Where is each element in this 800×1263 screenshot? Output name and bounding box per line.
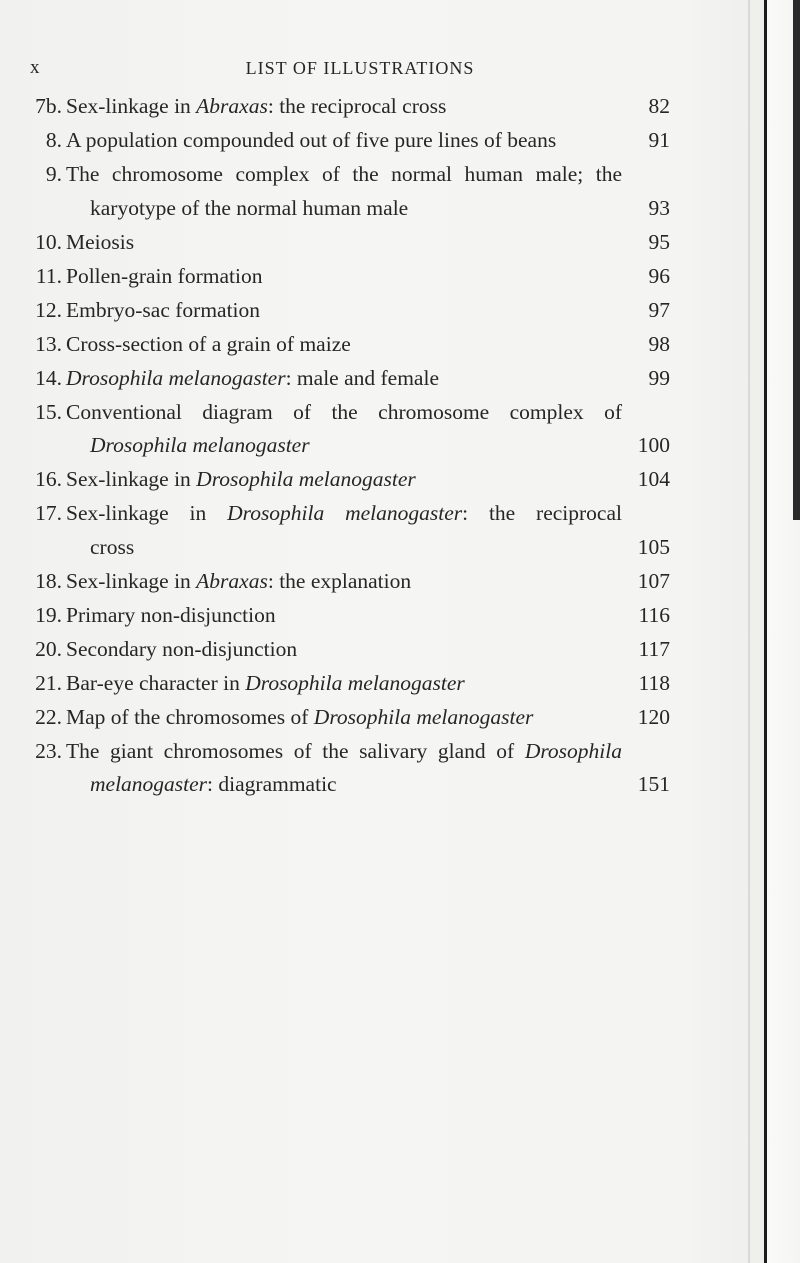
caption-line <box>66 328 622 362</box>
caption-line <box>66 497 622 531</box>
caption-fragment: Primary non-disjunction <box>66 602 276 627</box>
illustration-list <box>20 90 670 802</box>
list-item <box>20 667 670 701</box>
entry-caption <box>66 667 622 701</box>
caption-fragment: A population compounded out of five pure lines of beans <box>66 128 557 152</box>
entry-number: 11. <box>35 263 62 288</box>
list-item <box>20 328 670 362</box>
entry-page-number: 96 <box>648 263 670 288</box>
binding-shadow <box>793 0 800 520</box>
italic-term: Drosophila melanogaster <box>196 467 416 491</box>
entry-page-number: 82 <box>648 94 670 118</box>
italic-term: Drosophila melanogaster <box>90 433 310 457</box>
caption-line <box>66 599 622 633</box>
list-item <box>20 565 670 599</box>
italic-term: Drosophila melanogaster <box>313 704 534 729</box>
entry-caption <box>66 90 622 124</box>
entry-number: 20. <box>35 636 62 661</box>
caption-fragment: Pollen-grain formation <box>66 263 263 288</box>
entry-caption <box>66 735 622 802</box>
entry-page-number: 116 <box>638 602 670 627</box>
entry-page-number: 151 <box>637 772 670 796</box>
entry-number: 12. <box>35 297 62 322</box>
caption-fragment: : the explanation <box>267 568 412 593</box>
caption-fragment: Embryo-sac formation <box>66 297 261 322</box>
entry-number: 8. <box>45 128 62 152</box>
caption-fragment: Meiosis <box>66 229 135 254</box>
entry-page-number: 98 <box>648 331 670 356</box>
caption-line <box>66 633 622 667</box>
list-item <box>20 226 670 260</box>
caption-fragment: : the reciprocal <box>462 501 622 525</box>
italic-term: Drosophila <box>524 738 622 763</box>
caption-fragment: Map of the chromosomes of <box>66 704 314 729</box>
caption-line <box>66 294 622 328</box>
caption-fragment: Sex-linkage in <box>66 94 197 118</box>
italic-term: Drosophila melanogaster <box>227 501 463 525</box>
list-item <box>20 158 670 225</box>
entry-caption <box>66 260 622 294</box>
entry-number: 23. <box>35 738 62 763</box>
list-item <box>20 396 670 463</box>
entry-caption <box>66 701 622 735</box>
caption-line <box>66 396 622 430</box>
entry-caption <box>66 599 622 633</box>
entry-number: 10. <box>35 229 62 254</box>
caption-line <box>66 701 622 735</box>
running-head: LIST OF ILLUSTRATIONS <box>245 58 475 78</box>
caption-line <box>66 260 622 294</box>
entry-caption <box>66 124 622 158</box>
entry-caption <box>66 463 622 497</box>
caption-fragment: Bar-eye character in <box>66 670 246 695</box>
entry-page-number: 93 <box>648 195 670 220</box>
entry-number: 7b. <box>35 94 62 118</box>
caption-line <box>66 735 622 769</box>
entry-page-number: 97 <box>648 297 670 322</box>
list-item <box>20 497 670 564</box>
entry-page-number: 118 <box>638 670 670 695</box>
entry-number: 21. <box>35 670 62 695</box>
entry-page-number: 91 <box>648 128 670 152</box>
list-item <box>20 463 670 497</box>
entry-caption <box>66 633 622 667</box>
list-item <box>20 90 670 124</box>
italic-term: Drosophila melanogaster <box>245 670 465 695</box>
entry-caption <box>66 396 622 463</box>
list-item <box>20 599 670 633</box>
entry-page-number: 105 <box>637 534 670 559</box>
caption-line <box>66 226 622 260</box>
caption-fragment: The chromosome complex of the normal human male; the <box>66 162 622 186</box>
gutter-shadow <box>748 0 750 1263</box>
entry-number: 17. <box>35 501 62 525</box>
entry-number: 16. <box>35 467 62 491</box>
italic-term: Abraxas <box>196 94 268 118</box>
list-item <box>20 260 670 294</box>
page-header <box>30 57 670 83</box>
caption-continuation <box>66 192 622 226</box>
entry-page-number: 120 <box>637 704 670 729</box>
caption-fragment: cross <box>90 534 135 559</box>
caption-line <box>66 667 622 701</box>
caption-line <box>66 565 622 599</box>
italic-term: Abraxas <box>196 568 268 593</box>
caption-fragment: : the reciprocal cross <box>267 94 447 118</box>
entry-page-number: 95 <box>648 229 670 254</box>
caption-fragment: Sex-linkage in <box>66 568 197 593</box>
entry-number: 13. <box>35 331 62 356</box>
caption-line <box>66 124 622 158</box>
list-item <box>20 735 670 802</box>
caption-line <box>66 158 622 192</box>
caption-fragment: Secondary non-disjunction <box>66 636 298 661</box>
entry-page-number: 104 <box>637 467 670 491</box>
list-item <box>20 362 670 396</box>
caption-line <box>66 463 622 497</box>
caption-fragment: The giant chromosomes of the salivary gland of <box>66 738 525 763</box>
entry-caption <box>66 328 622 362</box>
list-item <box>20 124 670 158</box>
entry-number: 22. <box>35 704 62 729</box>
caption-fragment: karyotype of the normal human male <box>90 195 409 220</box>
caption-fragment: Sex-linkage in <box>66 467 197 491</box>
entry-caption <box>66 497 622 564</box>
list-item <box>20 633 670 667</box>
caption-fragment: Conventional diagram of the chromosome complex of <box>66 399 622 424</box>
list-item <box>20 294 670 328</box>
caption-fragment: : diagrammatic <box>207 772 337 796</box>
entry-caption <box>66 158 622 225</box>
caption-line <box>66 90 622 124</box>
entry-page-number: 100 <box>637 433 670 457</box>
caption-continuation <box>66 429 622 463</box>
italic-term: melanogaster <box>90 772 208 796</box>
caption-continuation <box>66 531 622 565</box>
entry-page-number: 117 <box>638 636 670 661</box>
entry-number: 15. <box>35 399 62 424</box>
entry-number: 18. <box>35 568 62 593</box>
caption-fragment: Cross-section of a grain of maize <box>66 331 351 356</box>
entry-caption <box>66 362 622 396</box>
entry-number: 14. <box>35 365 62 390</box>
caption-line <box>66 362 622 396</box>
entry-number: 19. <box>35 602 62 627</box>
entry-number: 9. <box>45 162 62 186</box>
list-item <box>20 701 670 735</box>
entry-caption <box>66 565 622 599</box>
caption-continuation <box>66 768 622 802</box>
caption-fragment: Sex-linkage in <box>66 501 228 525</box>
italic-term: Drosophila melanogaster <box>66 365 286 390</box>
page-folio: x <box>30 57 40 78</box>
entry-caption <box>66 226 622 260</box>
entry-page-number: 107 <box>637 568 670 593</box>
entry-caption <box>66 294 622 328</box>
caption-fragment: : male and female <box>285 365 439 390</box>
entry-page-number: 99 <box>648 365 670 390</box>
